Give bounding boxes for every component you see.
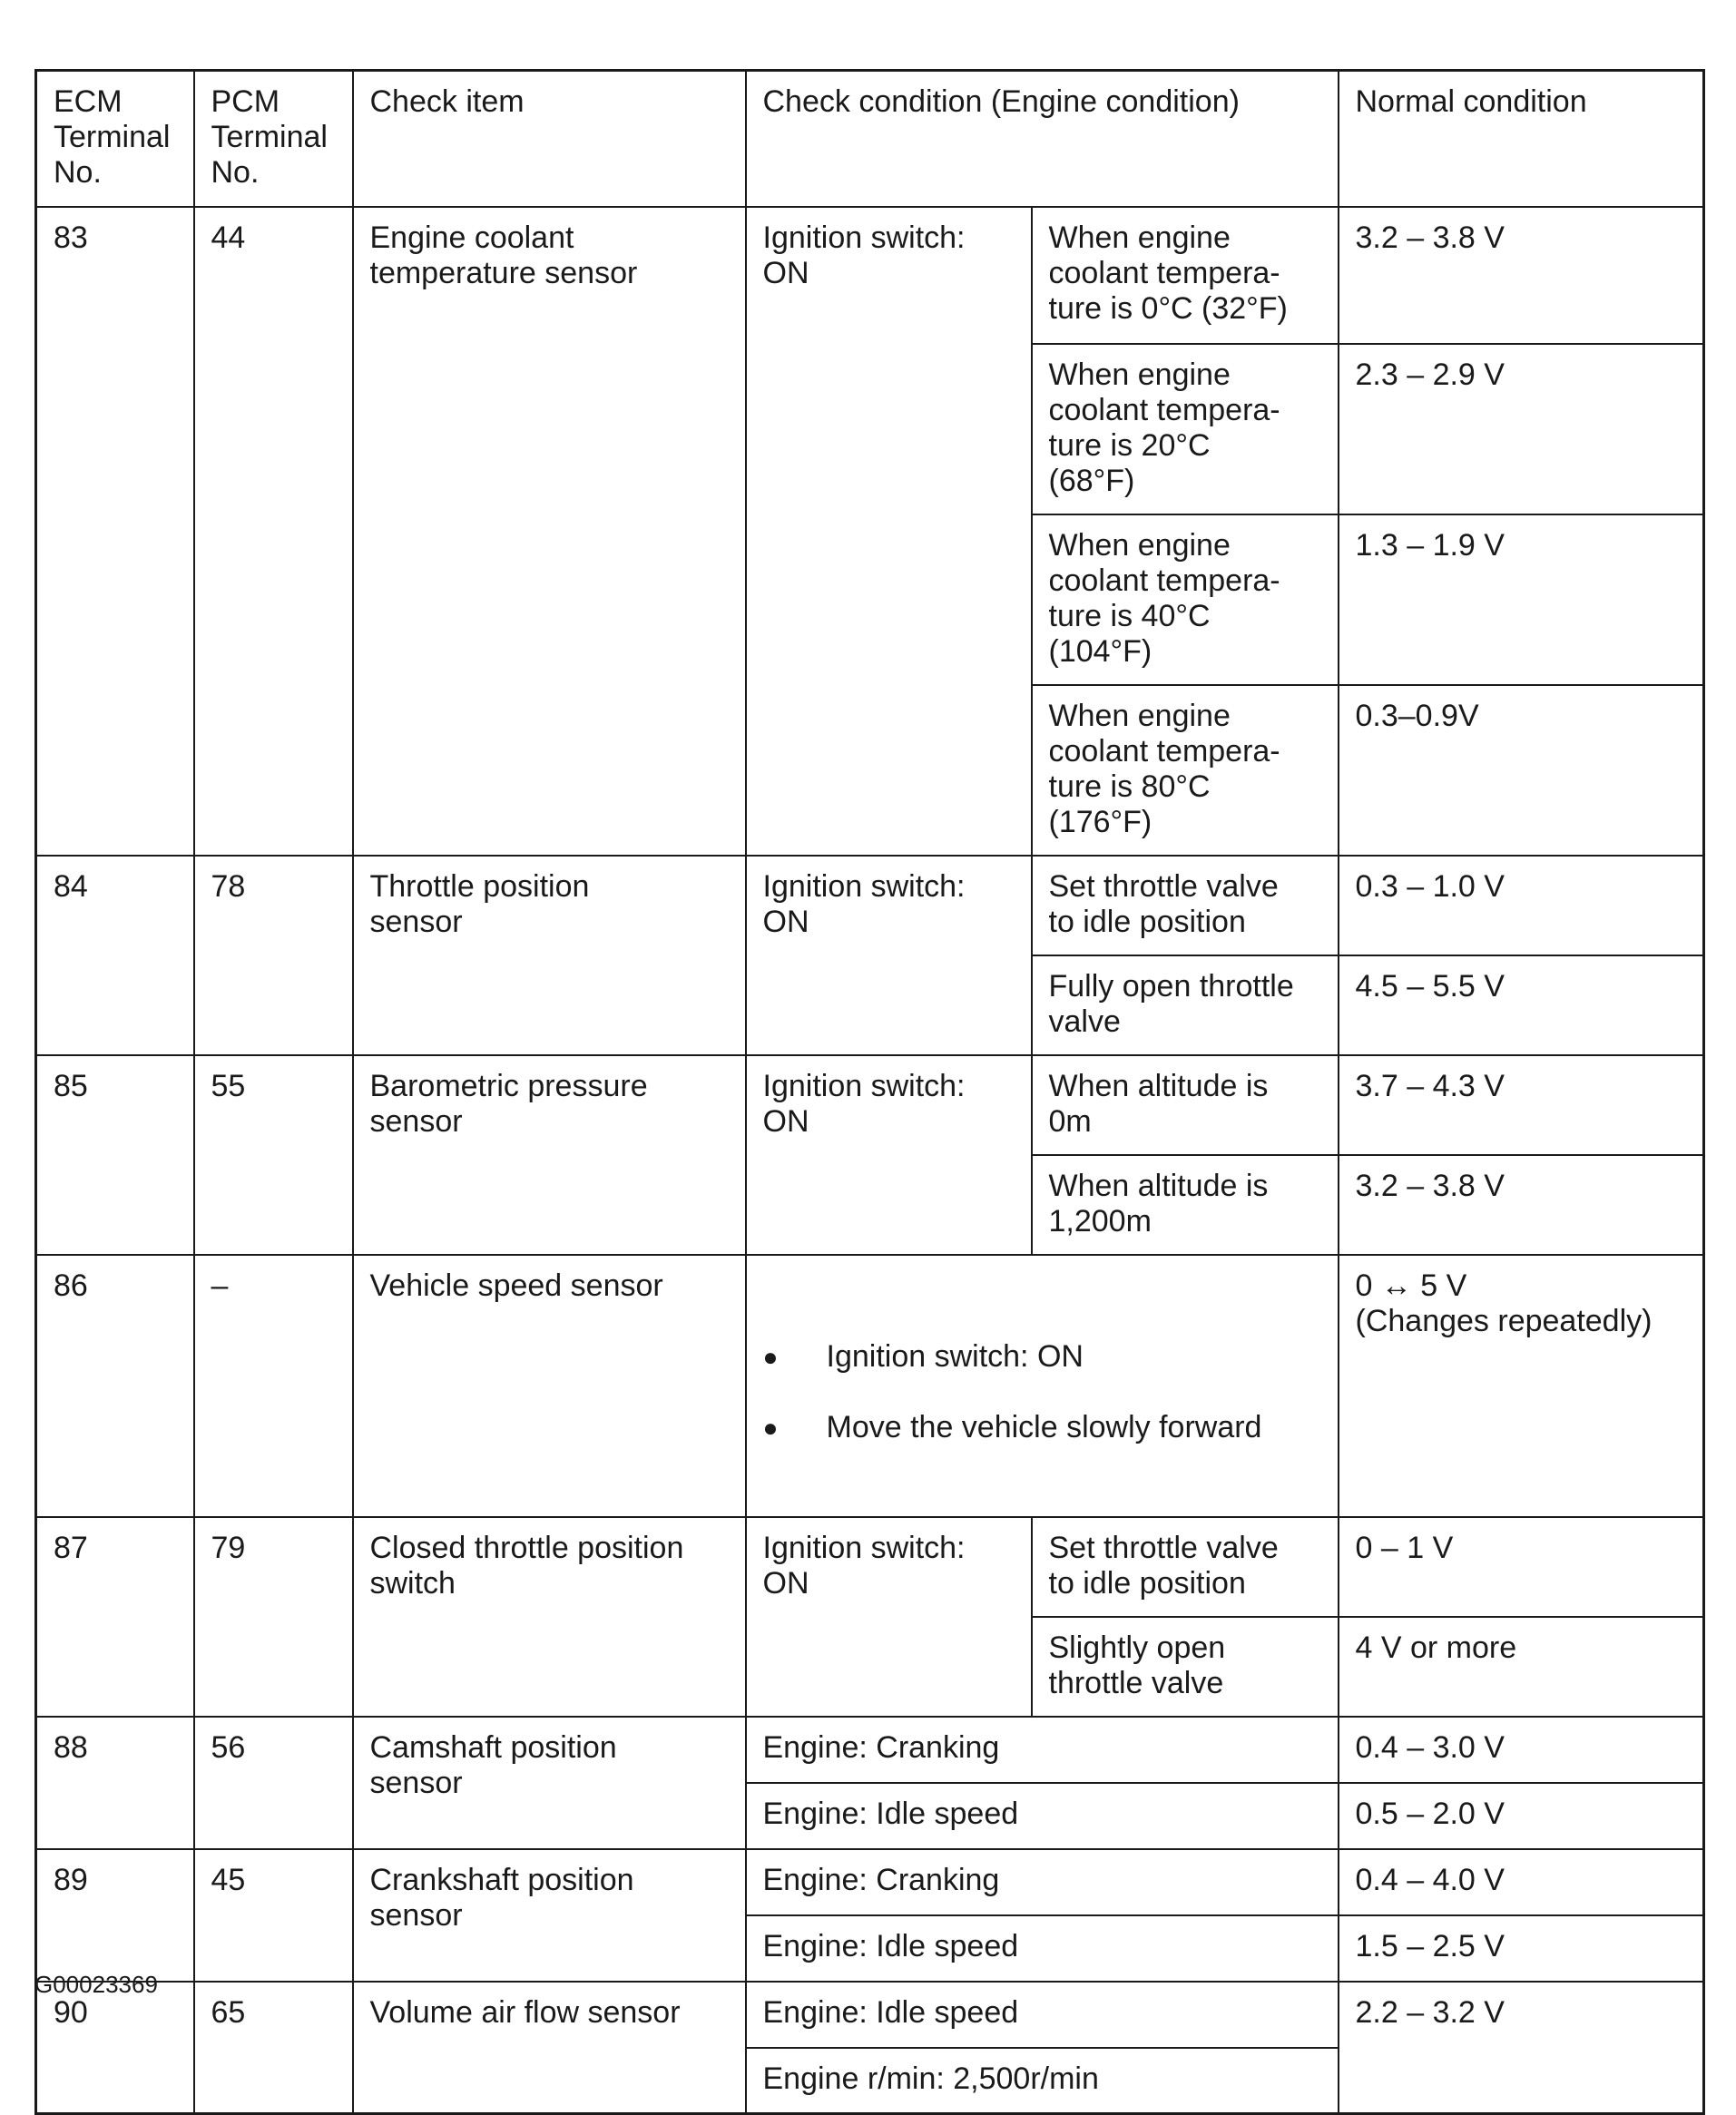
check-condition: Engine: Idle speed <box>746 1783 1339 1849</box>
check-condition: Ignition switch: ON <box>746 856 1032 1055</box>
ecm-terminal: 90 <box>36 1982 194 2114</box>
ecm-terminal: 84 <box>36 856 194 1055</box>
table-row <box>36 1982 1704 2048</box>
check-item: Volume air flow sensor <box>353 1982 746 2114</box>
normal-condition: 4 V or more <box>1339 1617 1704 1717</box>
header-pcm-terminal: PCM Terminal No. <box>194 71 353 207</box>
ecm-terminal: 85 <box>36 1055 194 1255</box>
table-row <box>36 1255 1704 1517</box>
condition-bullet-list <box>763 1304 1321 1481</box>
check-condition: Engine: Cranking <box>746 1717 1339 1783</box>
normal-condition: 4.5 – 5.5 V <box>1339 955 1704 1055</box>
ecm-terminal: 89 <box>36 1849 194 1982</box>
check-condition <box>746 1255 1339 1517</box>
check-condition: Engine: Cranking <box>746 1849 1339 1915</box>
check-item: Throttle position sensor <box>353 856 746 1055</box>
sub-condition: When engine coolant tempera- ture is 20°C (68°F) <box>1032 344 1339 514</box>
table-row <box>36 1717 1704 1783</box>
table-row <box>36 207 1704 344</box>
pcm-terminal: 55 <box>194 1055 353 1255</box>
bullet-icon: ● <box>762 1342 779 1371</box>
header-normal-condition: Normal condition <box>1339 71 1704 207</box>
normal-condition: 0.4 – 4.0 V <box>1339 1849 1704 1915</box>
normal-condition: 0.3–0.9V <box>1339 685 1704 856</box>
pcm-terminal: 65 <box>194 1982 353 2114</box>
sub-condition: Set throttle valve to idle position <box>1032 856 1339 955</box>
sub-condition: Slightly open throttle valve <box>1032 1617 1339 1717</box>
check-condition: Engine: Idle speed <box>746 1915 1339 1982</box>
sub-condition: Fully open throttle valve <box>1032 955 1339 1055</box>
header-check-item: Check item <box>353 71 746 207</box>
pcm-terminal: 45 <box>194 1849 353 1982</box>
normal-condition: 3.7 – 4.3 V <box>1339 1055 1704 1155</box>
normal-condition: 1.5 – 2.5 V <box>1339 1915 1704 1982</box>
check-condition: Ignition switch: ON <box>746 1055 1032 1255</box>
check-item: Crankshaft position sensor <box>353 1849 746 1982</box>
normal-condition: 0 – 1 V <box>1339 1517 1704 1617</box>
normal-condition: 0.5 – 2.0 V <box>1339 1783 1704 1849</box>
list-item <box>763 1339 1321 1375</box>
normal-condition: 3.2 – 3.8 V <box>1339 1155 1704 1255</box>
check-item: Camshaft position sensor <box>353 1717 746 1849</box>
sub-condition: Set throttle valve to idle position <box>1032 1517 1339 1617</box>
normal-condition: 0.4 – 3.0 V <box>1339 1717 1704 1783</box>
check-item: Vehicle speed sensor <box>353 1255 746 1517</box>
pcm-terminal: – <box>194 1255 353 1517</box>
table-row <box>36 856 1704 955</box>
terminal-check-table <box>34 69 1705 2115</box>
pcm-terminal: 79 <box>194 1517 353 1717</box>
header-check-condition: Check condition (Engine condition) <box>746 71 1339 207</box>
sub-condition: When altitude is 1,200m <box>1032 1155 1339 1255</box>
normal-condition: 0 ↔ 5 V (Changes repeatedly) <box>1339 1255 1704 1517</box>
figure-code: G00023369 <box>34 1971 158 1998</box>
ecm-terminal: 87 <box>36 1517 194 1717</box>
check-item: Barometric pressure sensor <box>353 1055 746 1255</box>
check-item: Closed throttle position switch <box>353 1517 746 1717</box>
sub-condition: When altitude is 0m <box>1032 1055 1339 1155</box>
pcm-terminal: 78 <box>194 856 353 1055</box>
sub-condition: When engine coolant tempera- ture is 0°C (32°F) <box>1032 207 1339 344</box>
normal-condition: 1.3 – 1.9 V <box>1339 514 1704 685</box>
pcm-terminal: 56 <box>194 1717 353 1849</box>
table-row <box>36 1055 1704 1155</box>
sub-condition: When engine coolant tempera- ture is 80°C (176°F) <box>1032 685 1339 856</box>
normal-condition: 2.2 – 3.2 V <box>1339 1982 1704 2114</box>
check-condition: Ignition switch: ON <box>746 1517 1032 1717</box>
normal-condition: 2.3 – 2.9 V <box>1339 344 1704 514</box>
check-condition: Ignition switch: ON <box>746 207 1032 856</box>
table-row <box>36 1517 1704 1617</box>
ecm-terminal: 86 <box>36 1255 194 1517</box>
header-ecm-terminal: ECM Terminal No. <box>36 71 194 207</box>
normal-condition: 0.3 – 1.0 V <box>1339 856 1704 955</box>
table-row <box>36 1849 1704 1915</box>
ecm-terminal: 88 <box>36 1717 194 1849</box>
ecm-terminal: 83 <box>36 207 194 856</box>
normal-condition: 3.2 – 3.8 V <box>1339 207 1704 344</box>
sub-condition: When engine coolant tempera- ture is 40°C (104°F) <box>1032 514 1339 685</box>
check-item: Engine coolant temperature sensor <box>353 207 746 856</box>
list-item <box>763 1410 1321 1445</box>
pcm-terminal: 44 <box>194 207 353 856</box>
check-condition: Engine: Idle speed <box>746 1982 1339 2048</box>
header-row <box>36 71 1704 207</box>
bullet-icon: ● <box>762 1413 779 1442</box>
bullet-text: Ignition switch: ON <box>826 1338 1084 1374</box>
bullet-text: Move the vehicle slowly forward <box>826 1409 1262 1444</box>
check-condition: Engine r/min: 2,500r/min <box>746 2048 1339 2114</box>
